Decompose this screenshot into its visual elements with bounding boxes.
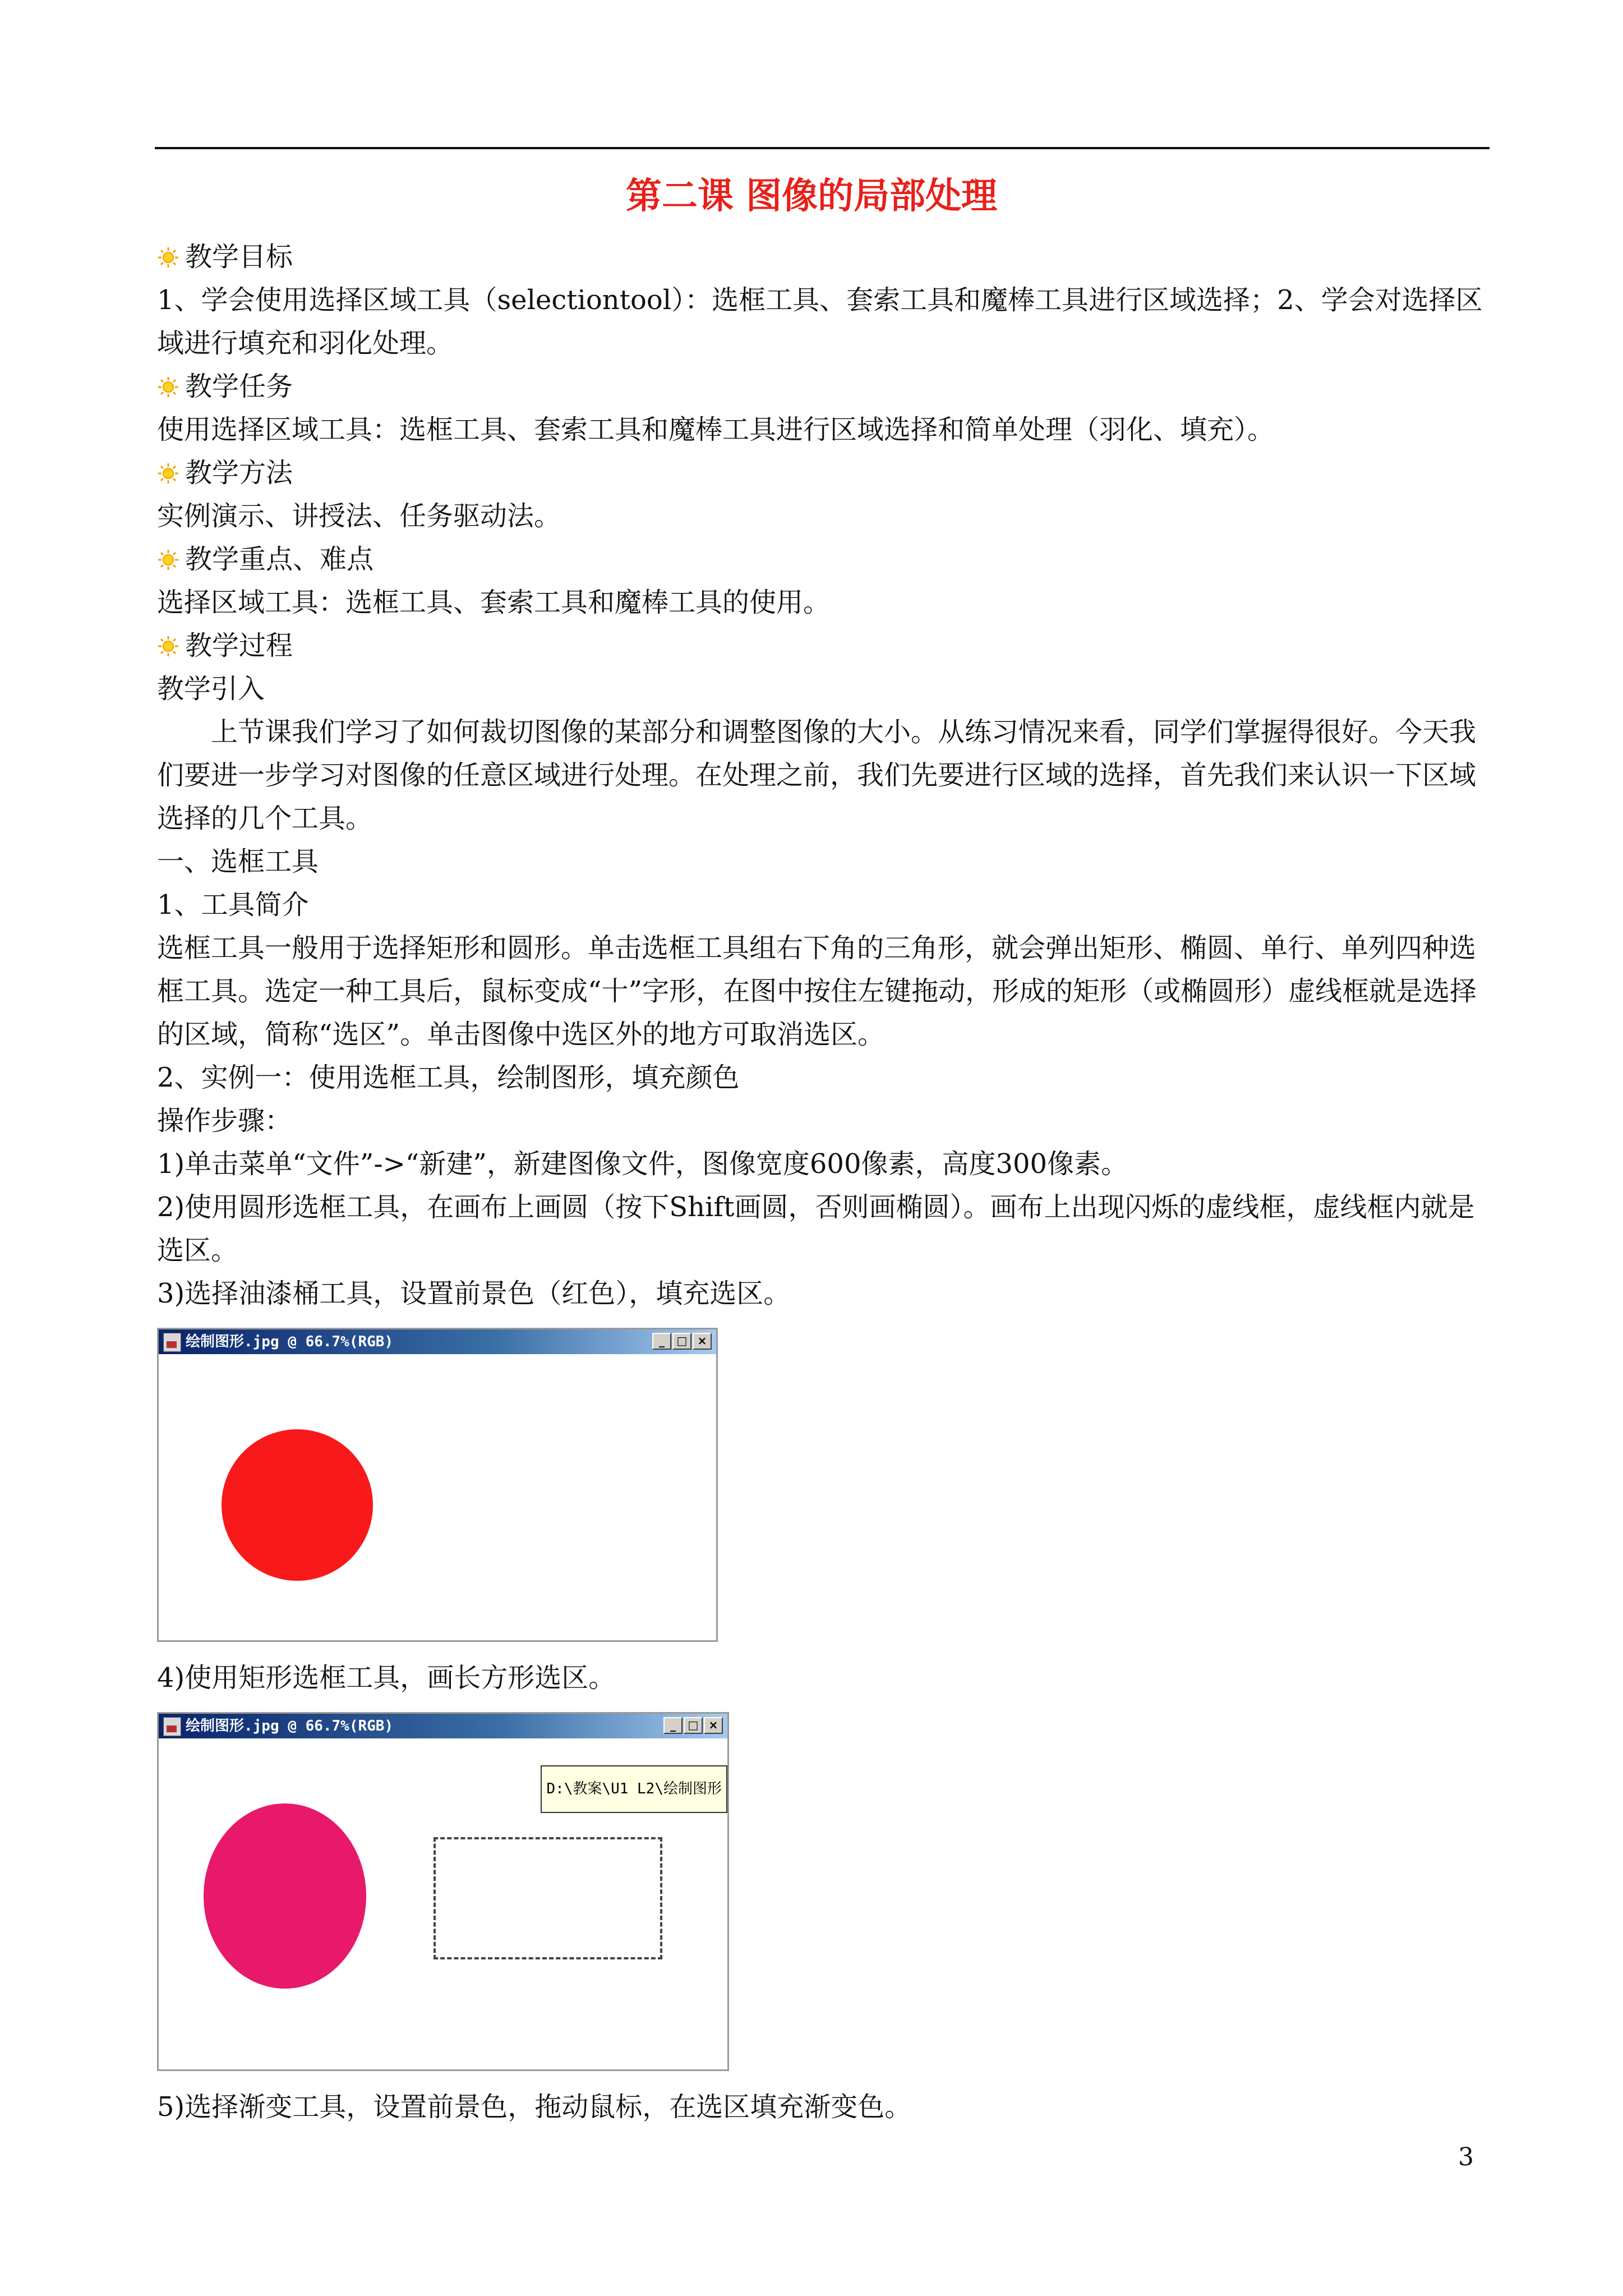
close-button[interactable]: × (704, 1717, 723, 1734)
section-goal-heading (157, 236, 1486, 279)
step-3: 3)选择油漆桶工具，设置前景色（红色），填充选区。 (157, 1278, 791, 1309)
section-task-text: 使用选择区域工具：选框工具、套索工具和魔棒工具进行区域选择和简单处理（羽化、填充）。 (157, 414, 1275, 445)
step-5: 5)选择渐变工具，设置前景色，拖动鼠标，在选区填充渐变色。 (157, 2091, 912, 2123)
rectangle-selection-marquee (434, 1837, 662, 1959)
document-icon (163, 1717, 181, 1736)
sun-icon (157, 462, 179, 485)
section-process-heading (157, 624, 1486, 668)
maximize-button[interactable]: □ (684, 1717, 703, 1734)
window-titlebar (159, 1714, 727, 1738)
section-method-heading (157, 452, 1486, 495)
intro-paragraph: 上节课我们学习了如何裁切图像的某部分和调整图像的大小。从练习情况来看，同学们掌握得很好。今天我们要进一步学习对图像的任意区域进行处理。在处理之前，我们先要进行区域的选择，首先我们来认识一下区域选择的几个工具。 (157, 716, 1477, 834)
intro-label: 教学引入 (157, 673, 265, 705)
close-button[interactable]: × (693, 1333, 712, 1350)
window-controls (652, 1333, 712, 1350)
page-number: 3 (1458, 2143, 1474, 2171)
section-process-title: 教学过程 (185, 630, 293, 661)
section-key-title: 教学重点、难点 (185, 544, 374, 575)
section-key-heading (157, 538, 1486, 581)
pink-ellipse (204, 1803, 366, 1989)
minimize-button[interactable]: _ (663, 1717, 683, 1734)
section-method-title: 教学方法 (185, 457, 293, 489)
window-title: 绘制图形.jpg @ 66.7%(RGB) (186, 1718, 394, 1734)
window-titlebar (159, 1329, 716, 1354)
sub2-heading: 2、实例一：使用选框工具，绘制图形，填充颜色 (157, 1062, 740, 1093)
path-tooltip: D:\教案\U1 L2\绘制图形 (541, 1765, 727, 1813)
window-controls (663, 1717, 723, 1734)
section-task-title: 教学任务 (185, 371, 293, 402)
red-circle (222, 1429, 373, 1581)
part1-heading: 一、选框工具 (157, 846, 319, 877)
page-title: 第二课 图像的局部处理 (625, 175, 998, 217)
step-2: 2)使用圆形选框工具，在画布上画圆（按下Shift画圆，否则画椭圆）。画布上出现闪烁的虚线框，虚线框内就是选区。 (157, 1191, 1475, 1266)
sub1-heading: 1、工具简介 (157, 889, 309, 921)
steps-label: 操作步骤： (157, 1105, 292, 1137)
section-task-heading (157, 365, 1486, 408)
document-body (157, 236, 1486, 2129)
section-method-text: 实例演示、讲授法、任务驱动法。 (157, 500, 561, 532)
screenshot-red-circle (157, 1328, 718, 1642)
header-rule (155, 147, 1490, 149)
step-1: 1)单击菜单“文件”->“新建”，新建图像文件，图像宽度600像素，高度300像素。 (157, 1148, 1128, 1180)
maximize-button[interactable]: □ (672, 1333, 691, 1350)
window-title: 绘制图形.jpg @ 66.7%(RGB) (186, 1333, 394, 1350)
sub1-paragraph: 选框工具一般用于选择矩形和圆形。单击选框工具组右下角的三角形，就会弹出矩形、椭圆、单行、单列四种选框工具。选定一种工具后，鼠标变成“十”字形，在图中按住左键拖动，形成的矩形（或椭圆形）虚线框就是选择的区域，简称“选区”。单击图像中选区外的地方可取消选区。 (157, 932, 1477, 1050)
minimize-button[interactable]: _ (652, 1333, 671, 1350)
section-goal-text: 1、学会使用选择区域工具（selectiontool）：选框工具、套索工具和魔棒工具进行区域选择；2、学会对选择区域进行填充和羽化处理。 (157, 284, 1483, 359)
screenshot-marquee (157, 1712, 729, 2071)
sun-icon (157, 635, 179, 657)
document-icon (163, 1333, 181, 1352)
section-key-text: 选择区域工具：选框工具、套索工具和魔棒工具的使用。 (157, 587, 831, 618)
sun-icon (157, 549, 179, 571)
sun-icon (157, 246, 179, 269)
step-4: 4)使用矩形选框工具，画长方形选区。 (157, 1662, 616, 1694)
sun-icon (157, 376, 179, 398)
section-goal-title: 教学目标 (185, 241, 293, 273)
